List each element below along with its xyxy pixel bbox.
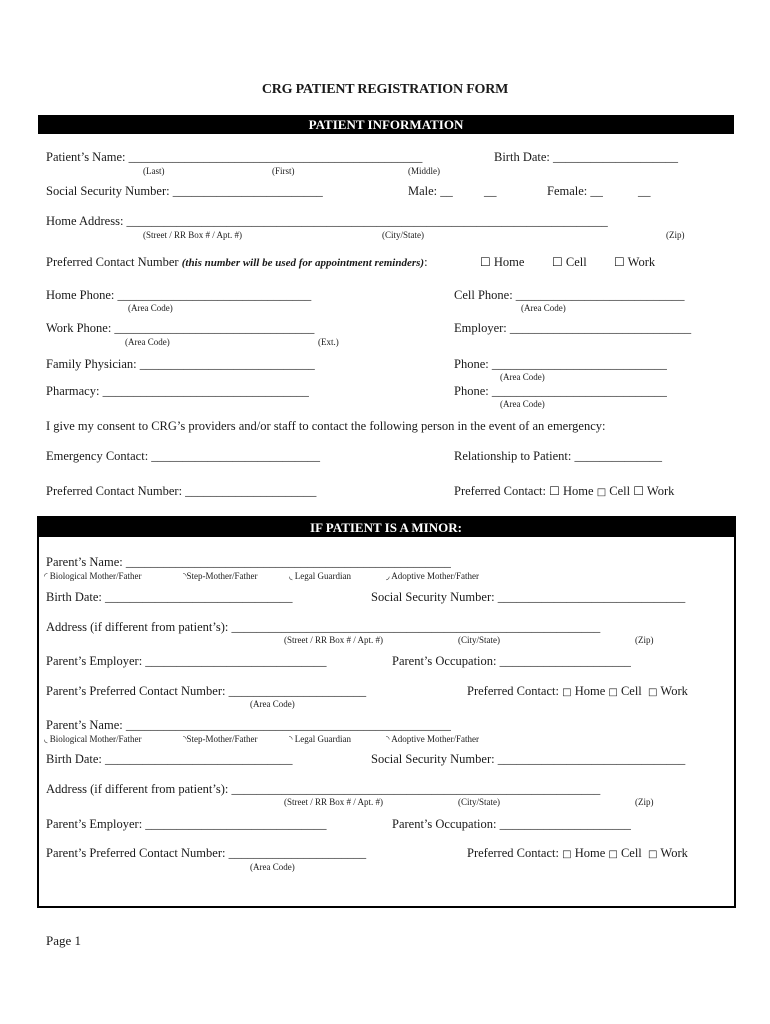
checkbox-icon[interactable]: □ bbox=[596, 487, 607, 498]
parent1-cell-label: Cell bbox=[620, 684, 642, 698]
physician-phone-field[interactable]: Phone: ____________________________ bbox=[454, 357, 667, 371]
pharmacy-field[interactable]: Pharmacy: _________________________________ bbox=[46, 384, 309, 398]
checkbox-icon[interactable]: □ bbox=[562, 849, 572, 860]
pref-home-option[interactable] bbox=[480, 255, 524, 269]
checkbox-icon[interactable]: ☐ bbox=[480, 255, 491, 269]
parent2-rel-adoptive-label: Adoptive Mother/Father bbox=[391, 734, 479, 744]
name-first-caption: (First) bbox=[272, 166, 295, 176]
work-phone-field[interactable]: Work Phone: ________________________________ bbox=[46, 321, 315, 335]
home-phone-field[interactable]: Home Phone: _______________________________ bbox=[46, 288, 312, 302]
preferred-contact-number-label: Preferred Contact Number bbox=[46, 255, 179, 269]
parent1-name-field[interactable]: Parent’s Name: ____________________________________________________ bbox=[46, 555, 451, 569]
patient-info-header: PATIENT INFORMATION bbox=[38, 115, 734, 134]
checkbox-icon[interactable]: ☐ bbox=[549, 484, 560, 498]
name-last-caption: (Last) bbox=[143, 166, 165, 176]
cell-phone-field[interactable]: Cell Phone: ___________________________ bbox=[454, 288, 685, 302]
parent1-pref-number-caption: (Area Code) bbox=[250, 699, 295, 709]
pref-cell-label: Cell bbox=[565, 255, 587, 269]
address-city-caption: (City/State) bbox=[382, 230, 424, 240]
emergency-pref-number-field[interactable]: Preferred Contact Number: _____________________ bbox=[46, 484, 317, 498]
parent1-rel-bio[interactable] bbox=[44, 571, 141, 581]
parent2-cell-label: Cell bbox=[620, 846, 642, 860]
page-number: Page 1 bbox=[46, 933, 82, 948]
male-field[interactable]: Male: __ bbox=[408, 184, 453, 198]
home-phone-caption: (Area Code) bbox=[128, 303, 173, 313]
parent2-rel-step-label: Step-Mother/Father bbox=[186, 734, 258, 744]
emergency-work-label: Work bbox=[646, 484, 675, 498]
checkbox-icon[interactable]: ☐ bbox=[552, 255, 563, 269]
work-phone-caption: (Area Code) bbox=[125, 337, 170, 347]
pref-home-label: Home bbox=[493, 255, 525, 269]
emergency-cell-label: Cell bbox=[609, 484, 631, 498]
preferred-contact-number-row bbox=[46, 255, 428, 270]
parent1-rel-adoptive-label: Adoptive Mother/Father bbox=[391, 571, 479, 581]
emergency-home-label: Home bbox=[563, 484, 594, 498]
parent2-pref-label: Preferred Contact: bbox=[467, 846, 559, 860]
address-zip-caption: (Zip) bbox=[666, 230, 685, 240]
name-middle-caption: (Middle) bbox=[408, 166, 440, 176]
parent1-address-street-caption: (Street / RR Box # / Apt. #) bbox=[284, 635, 383, 645]
parent2-rel-adoptive[interactable] bbox=[386, 734, 479, 744]
emergency-pref-label: Preferred Contact: bbox=[454, 484, 546, 498]
parent1-rel-guardian-label: Legal Guardian bbox=[294, 571, 351, 581]
parent2-ssn-field[interactable]: Social Security Number: ______________________________ bbox=[371, 752, 686, 766]
parent1-address-city-caption: (City/State) bbox=[458, 635, 500, 645]
parent2-home-label: Home bbox=[574, 846, 606, 860]
parent1-pref-label: Preferred Contact: bbox=[467, 684, 559, 698]
parent1-rel-bio-label: Biological Mother/Father bbox=[49, 571, 142, 581]
parent2-rel-guardian-label: Legal Guardian bbox=[294, 734, 351, 744]
radio-icon[interactable]: ◝ bbox=[183, 734, 187, 744]
parent2-work-label: Work bbox=[660, 846, 688, 860]
checkbox-icon[interactable]: ☐ bbox=[614, 255, 625, 269]
birth-date-field[interactable]: Birth Date: ____________________ bbox=[494, 150, 679, 164]
parent2-address-street-caption: (Street / RR Box # / Apt. #) bbox=[284, 797, 383, 807]
parent2-birth-date-field[interactable]: Birth Date: ______________________________ bbox=[46, 752, 293, 766]
radio-icon[interactable]: ◟ bbox=[44, 734, 48, 744]
parent2-address-zip-caption: (Zip) bbox=[635, 797, 654, 807]
address-street-caption: (Street / RR Box # / Apt. #) bbox=[143, 230, 242, 240]
parent2-occupation-field[interactable]: Parent’s Occupation: _____________________ bbox=[392, 817, 631, 831]
radio-icon[interactable]: ◜ bbox=[44, 571, 48, 581]
preferred-contact-note: (this number will be used for appointment reminders) bbox=[181, 257, 425, 269]
parent1-pref-number-field[interactable]: Parent’s Preferred Contact Number: ______________________ bbox=[46, 684, 367, 698]
minor-section-header: IF PATIENT IS A MINOR: bbox=[38, 518, 734, 537]
parent1-address-zip-caption: (Zip) bbox=[635, 635, 654, 645]
parent1-ssn-field[interactable]: Social Security Number: ______________________________ bbox=[371, 590, 686, 604]
cell-phone-caption: (Area Code) bbox=[521, 303, 566, 313]
parent1-occupation-field[interactable]: Parent’s Occupation: _____________________ bbox=[392, 654, 631, 668]
parent2-pref-number-caption: (Area Code) bbox=[250, 862, 295, 872]
preferred-contact-colon: : bbox=[424, 255, 428, 269]
employer-field[interactable]: Employer: _____________________________ bbox=[454, 321, 692, 335]
female-field[interactable]: Female: __ bbox=[547, 184, 603, 198]
radio-icon[interactable]: ◝ bbox=[386, 734, 390, 744]
parent2-employer-field[interactable]: Parent’s Employer: _____________________________ bbox=[46, 817, 327, 831]
pref-work-option[interactable] bbox=[614, 255, 655, 269]
parent2-rel-bio[interactable] bbox=[44, 734, 141, 744]
parent1-address-field[interactable]: Address (if different from patient’s): ___________________________________________________________ bbox=[46, 620, 601, 634]
parent1-home-label: Home bbox=[574, 684, 606, 698]
parent2-pref-contact bbox=[467, 846, 688, 862]
parent1-rel-step-label: Step-Mother/Father bbox=[186, 571, 258, 581]
radio-icon[interactable]: ◝ bbox=[183, 571, 187, 581]
parent1-work-label: Work bbox=[660, 684, 688, 698]
parent2-rel-step[interactable] bbox=[183, 734, 258, 744]
patient-name-field[interactable]: Patient’s Name: _______________________________________________ bbox=[46, 150, 423, 164]
parent2-name-field[interactable]: Parent’s Name: ____________________________________________________ bbox=[46, 718, 451, 732]
home-address-field[interactable]: Home Address: _____________________________________________________________________________ bbox=[46, 214, 608, 228]
parent1-birth-date-field[interactable]: Birth Date: ______________________________ bbox=[46, 590, 293, 604]
checkbox-icon[interactable]: ☐ bbox=[633, 484, 644, 498]
parent2-rel-guardian[interactable] bbox=[289, 734, 351, 744]
parent1-pref-contact bbox=[467, 684, 688, 700]
parent1-rel-guardian[interactable] bbox=[289, 571, 351, 581]
work-phone-ext-caption: (Ext.) bbox=[318, 337, 339, 347]
checkbox-icon[interactable]: □ bbox=[608, 849, 618, 860]
radio-icon[interactable]: ◟ bbox=[289, 571, 293, 581]
male-blank[interactable]: __ bbox=[484, 184, 497, 198]
physician-phone-caption: (Area Code) bbox=[500, 372, 545, 382]
checkbox-icon[interactable]: □ bbox=[562, 687, 572, 698]
relationship-field[interactable]: Relationship to Patient: ______________ bbox=[454, 449, 662, 463]
checkbox-icon[interactable]: □ bbox=[648, 687, 658, 698]
form-title: CRG PATIENT REGISTRATION FORM bbox=[261, 82, 509, 97]
checkbox-icon[interactable]: □ bbox=[608, 687, 618, 698]
emergency-pref-contact bbox=[454, 484, 674, 500]
radio-icon[interactable]: ◞ bbox=[386, 571, 390, 581]
parent2-address-field[interactable]: Address (if different from patient’s): ___________________________________________________________ bbox=[46, 782, 601, 796]
parent2-address-city-caption: (City/State) bbox=[458, 797, 500, 807]
parent1-rel-step[interactable] bbox=[183, 571, 258, 581]
parent1-rel-adoptive[interactable] bbox=[386, 571, 479, 581]
radio-icon[interactable]: ◝ bbox=[289, 734, 293, 744]
checkbox-icon[interactable]: □ bbox=[648, 849, 658, 860]
ssn-field[interactable]: Social Security Number: ________________________ bbox=[46, 184, 323, 198]
female-blank[interactable]: __ bbox=[638, 184, 651, 198]
parent1-employer-field[interactable]: Parent’s Employer: _____________________________ bbox=[46, 654, 327, 668]
emergency-contact-field[interactable]: Emergency Contact: ___________________________ bbox=[46, 449, 321, 463]
pref-cell-option[interactable] bbox=[552, 255, 587, 269]
parent2-pref-number-field[interactable]: Parent’s Preferred Contact Number: ______________________ bbox=[46, 846, 367, 860]
consent-statement: I give my consent to CRG’s providers and/or staff to contact the following person in the event of an emergency: bbox=[46, 419, 606, 433]
family-physician-field[interactable]: Family Physician: ____________________________ bbox=[46, 357, 315, 371]
pharmacy-phone-caption: (Area Code) bbox=[500, 399, 545, 409]
pharmacy-phone-field[interactable]: Phone: ____________________________ bbox=[454, 384, 667, 398]
parent2-rel-bio-label: Biological Mother/Father bbox=[49, 734, 142, 744]
pref-work-label: Work bbox=[627, 255, 656, 269]
